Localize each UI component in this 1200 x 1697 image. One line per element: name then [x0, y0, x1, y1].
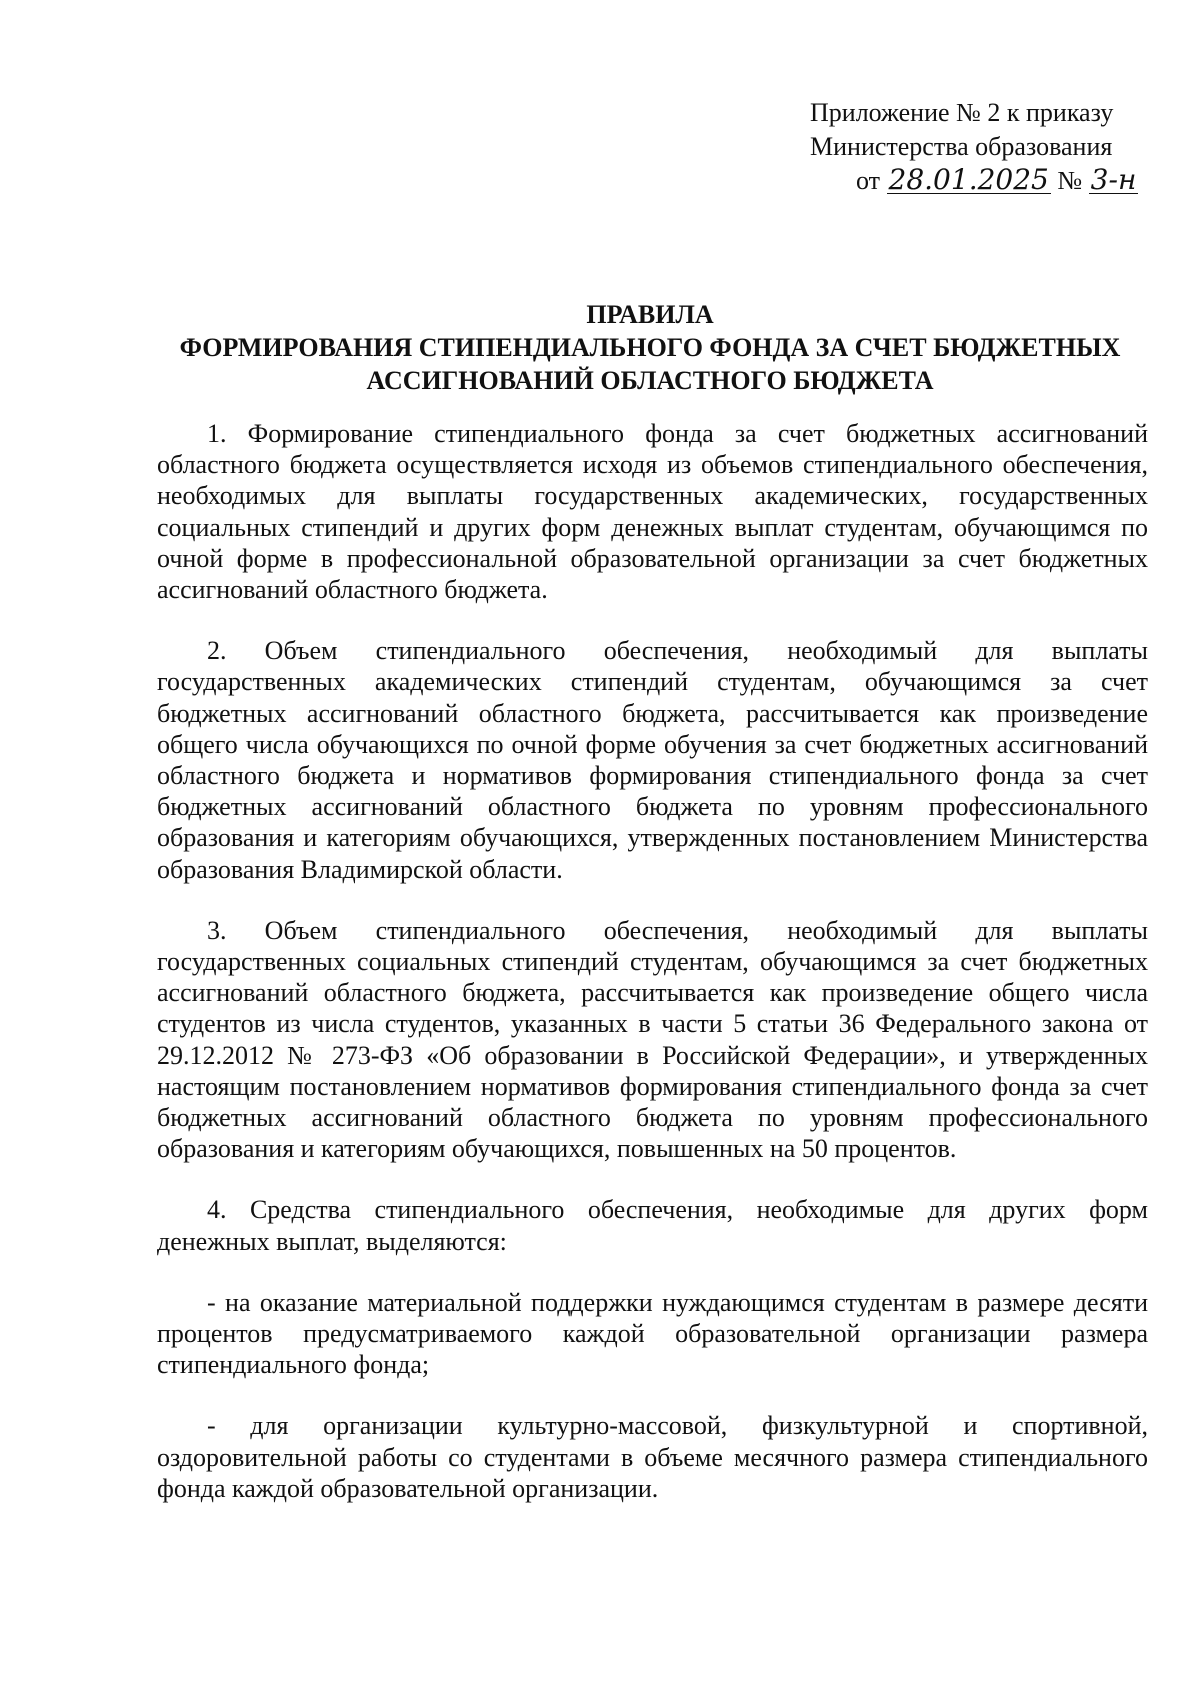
appendix-line-2: Министерства образования [810, 132, 1113, 161]
paragraph-1: 1. Формирование стипендиального фонда за счет бюджетных ассигнований областного бюджета осуществляется исходя из объемов стипендиального обеспечения, необходимых для выплаты государственных академических, государственных социальных стипендий и других форм денежных выплат студентам, обучающимся по очной форме в профессиональной образовательной организации за счет бюджетных ассигнований областного бюджета. [157, 419, 1148, 605]
appendix-date-line [810, 164, 1140, 198]
number-prefix: № [1057, 166, 1083, 195]
date-prefix: от [856, 166, 881, 195]
title-line-1: ПРАВИЛА [586, 300, 714, 329]
appendix-reference [810, 96, 1140, 198]
title-line-2: ФОРМИРОВАНИЯ СТИПЕНДИАЛЬНОГО ФОНДА ЗА СЧЕТ БЮДЖЕТНЫХ [179, 333, 1121, 362]
handwritten-number: 3-н [1090, 163, 1137, 196]
paragraph-3: 3. Объем стипендиального обеспечения, необходимый для выплаты государственных социальных стипендий студентам, обучающимся за счет бюджетных ассигнований областного бюджета, рассчитывается как произведение общего числа студентов из числа студентов, указанных в части 5 статьи 36 Федерального закона от 29.12.2012 № 273-ФЗ «Об образовании в Российской Федерации», и утвержденных настоящим постановлением нормативов формирования стипендиального фонда за счет бюджетных ассигнований областного бюджета по уровням профессионального образования и категориям обучающихся, повышенных на 50 процентов. [157, 915, 1148, 1164]
bullet-item-2: - для организации культурно-массовой, физкультурной и спортивной, оздоровительной работы со студентами в объеме месячного размера стипендиального фонда каждой образовательной организации. [157, 1411, 1148, 1503]
paragraph-2: 2. Объем стипендиального обеспечения, необходимый для выплаты государственных академических стипендий студентам, обучающимся за счет бюджетных ассигнований областного бюджета, рассчитывается как произведение общего числа обучающихся по очной форме обучения за счет бюджетных ассигнований областного бюджета и нормативов формирования стипендиального фонда за счет бюджетных ассигнований областного бюджета по уровням профессионального образования и категориям обучающихся, утвержденных постановлением Министерства образования Владимирской области. [157, 636, 1148, 884]
handwritten-date: 28.01.2025 [888, 163, 1049, 196]
document-title [150, 298, 1150, 397]
appendix-line-1: Приложение № 2 к приказу [810, 98, 1114, 127]
title-line-3: АССИГНОВАНИЙ ОБЛАСТНОГО БЮДЖЕТА [366, 366, 934, 395]
paragraph-4: 4. Средства стипендиального обеспечения, необходимые для других форм денежных выплат, выделяются: [157, 1195, 1148, 1256]
document-body [157, 418, 1148, 1534]
bullet-item-1: - на оказание материальной поддержки нуждающимся студентам в размере десяти процентов предусматриваемого каждой образовательной организации размера стипендиального фонда; [157, 1287, 1148, 1380]
